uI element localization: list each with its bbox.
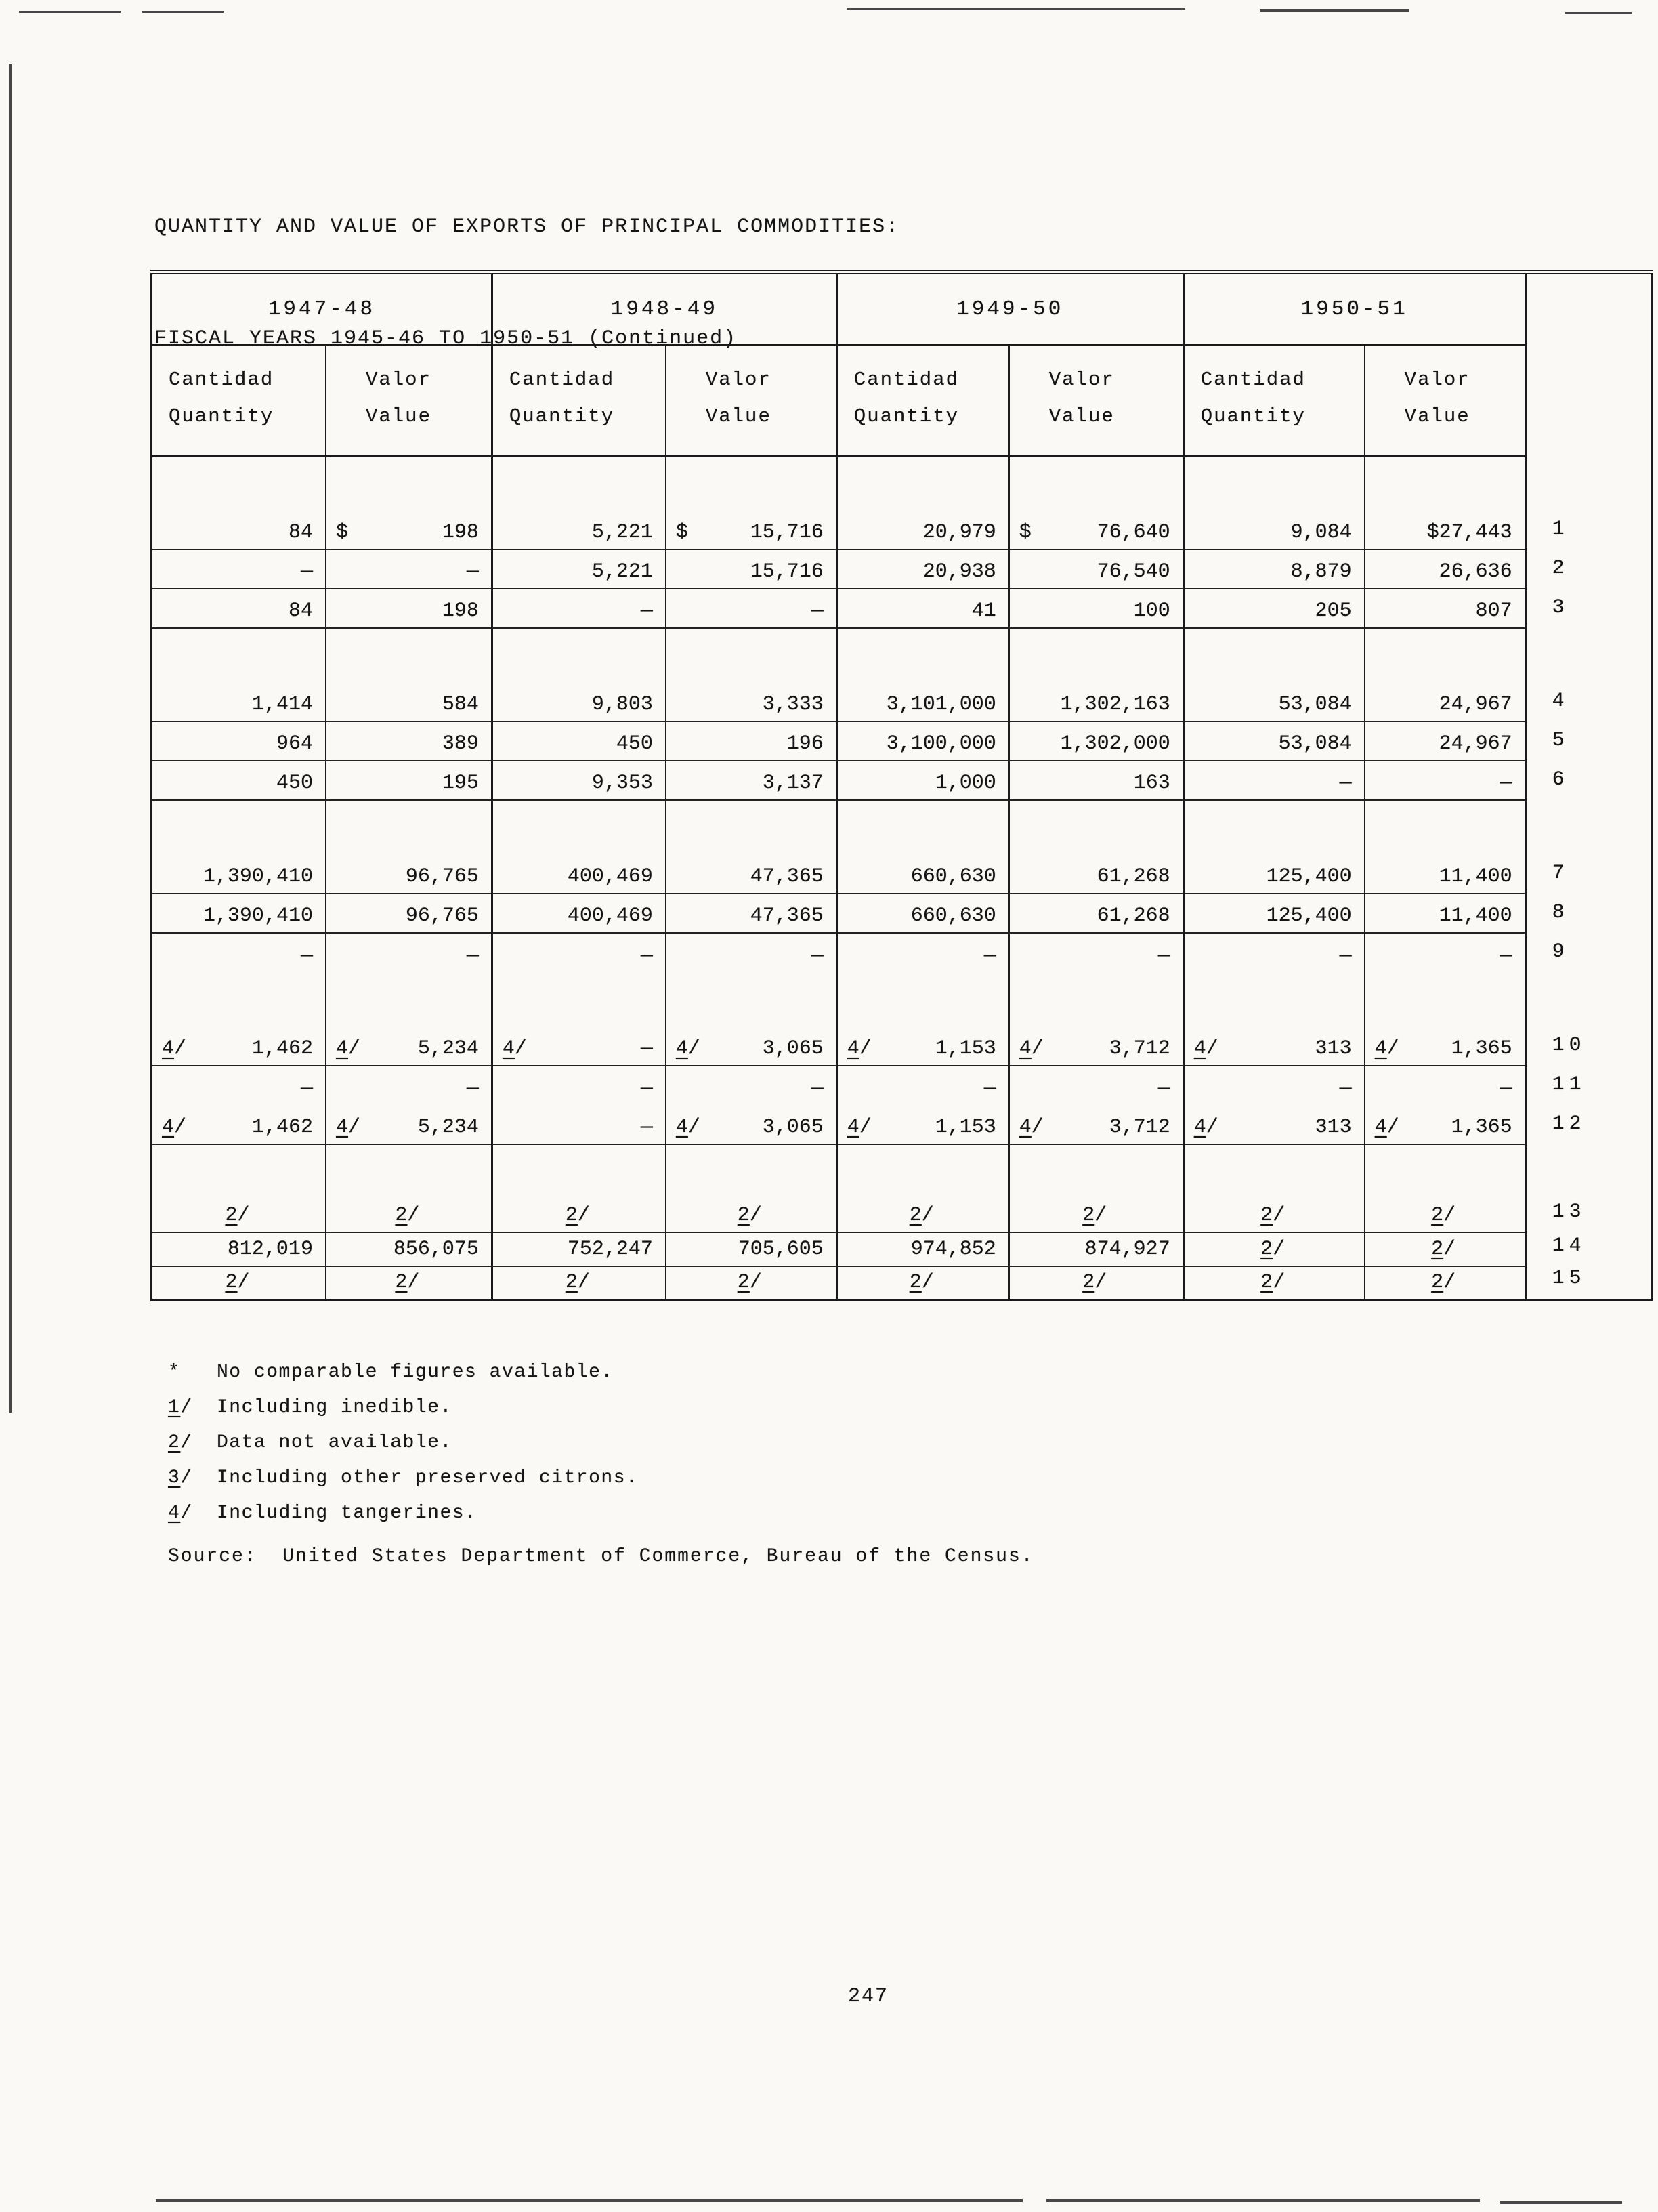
- table-cell: 856,075: [326, 1232, 492, 1266]
- table-cell: 4/ 3,712: [1009, 1105, 1183, 1144]
- table-cell: 9,803: [492, 682, 665, 722]
- table-cell: 4/ 1,462: [152, 1105, 326, 1144]
- table-cell: —: [300, 944, 313, 967]
- table-cell: 2/: [152, 1198, 326, 1232]
- table-row: [152, 854, 1652, 894]
- table-cell: —: [836, 1066, 1008, 1105]
- table-row: [152, 682, 1652, 722]
- table-cell: 4/ 5,234: [326, 1026, 492, 1066]
- footnotes: [168, 1355, 638, 1531]
- table-cell: 705,605: [666, 1232, 836, 1266]
- year-group-1949-50: 1949-50: [836, 274, 1183, 345]
- scan-artifact: [1260, 9, 1409, 12]
- table-cell: 400,469: [492, 854, 665, 894]
- table-cell: 47,365: [666, 894, 836, 933]
- table-cell: 1,390,410: [152, 854, 326, 894]
- table-cell: 53,084: [1183, 722, 1364, 761]
- table-cell: 100: [1009, 589, 1183, 628]
- year-group-1948-49: 1948-49: [492, 274, 836, 345]
- table-row: [152, 549, 1652, 589]
- table-cell: —: [492, 933, 665, 972]
- table-cell: —: [666, 1066, 836, 1105]
- scan-artifact: [142, 11, 224, 13]
- table-cell: —: [152, 549, 326, 589]
- row-number: 1: [1525, 510, 1651, 549]
- table-cell: 2/: [1183, 1266, 1364, 1300]
- scan-artifact: [1565, 12, 1632, 14]
- row-number: 8: [1525, 894, 1651, 933]
- table-cell: —: [492, 1066, 665, 1105]
- row-number: 6: [1525, 761, 1651, 800]
- table-cell: 125,400: [1183, 854, 1364, 894]
- footnote: * No comparable figures available.: [168, 1362, 614, 1383]
- row-number: 3: [1525, 589, 1651, 628]
- table-cell: 2/: [666, 1198, 836, 1232]
- col-header-quantity-4: Cantidad Quantity: [1183, 345, 1364, 456]
- row-number: 15: [1525, 1266, 1651, 1300]
- scan-artifact: [847, 8, 1185, 10]
- table-cell: 2/: [836, 1198, 1008, 1232]
- subheader-row: [152, 345, 1652, 456]
- table-cell: 4/ 1,365: [1365, 1026, 1525, 1066]
- table-cell: 584: [326, 682, 492, 722]
- scan-artifact: [156, 2199, 1023, 2202]
- table-cell: —: [666, 933, 836, 972]
- table-cell: 8,879: [1183, 549, 1364, 589]
- table-cell: —: [326, 933, 492, 972]
- table-cell: —: [492, 589, 665, 628]
- table-cell: 4/ 1,153: [836, 1105, 1008, 1144]
- table-cell: 61,268: [1009, 894, 1183, 933]
- table-cell: 11,400: [1365, 894, 1525, 933]
- table-spacer-row: [152, 800, 1652, 854]
- table-cell: 84: [152, 589, 326, 628]
- year-group-1947-48: 1947-48: [152, 274, 492, 345]
- table-cell: 1,302,163: [1009, 682, 1183, 722]
- table-cell: 1,000: [836, 761, 1008, 800]
- table-cell: 4/ 1,153: [836, 1026, 1008, 1066]
- table-row: [152, 510, 1652, 549]
- table-cell: 450: [152, 761, 326, 800]
- table-cell: —: [1183, 761, 1364, 800]
- table-cell: 20,979: [836, 510, 1008, 549]
- table-cell: 400,469: [492, 894, 665, 933]
- row-number: 5: [1525, 722, 1651, 761]
- table-cell: 874,927: [1009, 1232, 1183, 1266]
- scan-artifact: [1046, 2199, 1480, 2202]
- table-row: [152, 722, 1652, 761]
- table-cell: 2/: [1009, 1198, 1183, 1232]
- table-cell: 2/: [1365, 1198, 1525, 1232]
- col-header-quantity-2: Cantidad Quantity: [492, 345, 665, 456]
- table-cell: 1,414: [152, 682, 326, 722]
- scan-artifact: [1500, 2201, 1622, 2204]
- table-cell: 2/: [326, 1266, 492, 1300]
- page-number: 247: [848, 1985, 889, 2008]
- exports-table: [150, 270, 1653, 1301]
- table-cell: 450: [492, 722, 665, 761]
- table-cell: 96,765: [326, 894, 492, 933]
- table-cell: $27,443: [1365, 510, 1525, 549]
- row-number-column-header: [1525, 274, 1651, 456]
- table-cell: 9,084: [1183, 510, 1364, 549]
- table-spacer-row: [152, 628, 1652, 682]
- table-cell: 2/: [1009, 1266, 1183, 1300]
- table-cell: 195: [326, 761, 492, 800]
- table-cell: 163: [1009, 761, 1183, 800]
- scan-artifact: [9, 64, 12, 1413]
- table-cell: 125,400: [1183, 894, 1364, 933]
- table-cell: 15,716: [666, 549, 836, 589]
- table-row: [152, 761, 1652, 800]
- table-spacer-row: [152, 972, 1652, 1026]
- table-cell: 3,100,000: [836, 722, 1008, 761]
- table-cell: —: [1365, 1066, 1525, 1105]
- table-cell: 660,630: [836, 894, 1008, 933]
- footnote: 3/ Including other preserved citrons.: [168, 1467, 639, 1488]
- table-cell: 61,268: [1009, 854, 1183, 894]
- row-number: 4: [1525, 682, 1651, 722]
- table-cell: 96,765: [326, 854, 492, 894]
- table-cell: —: [1365, 933, 1525, 972]
- table-cell: $ 76,640: [1009, 510, 1183, 549]
- year-header-row: [152, 274, 1652, 345]
- table-cell: —: [1183, 933, 1364, 972]
- table-row: [152, 1232, 1652, 1266]
- table-cell: 11,400: [1365, 854, 1525, 894]
- row-number: 11: [1525, 1066, 1651, 1105]
- table-row: [152, 1198, 1652, 1232]
- table-cell: 4/ —: [492, 1026, 665, 1066]
- row-number: 12: [1525, 1105, 1651, 1144]
- table-row: [152, 1066, 1652, 1105]
- table-row: [152, 933, 1652, 972]
- table-cell: 4/ 1,462: [152, 1026, 326, 1066]
- table-cell: 20,938: [836, 549, 1008, 589]
- table-cell: 4/ 313: [1183, 1026, 1364, 1066]
- table-cell: 5,221: [492, 549, 665, 589]
- row-number: 2: [1525, 549, 1651, 589]
- table-cell: 807: [1365, 589, 1525, 628]
- row-number: 10: [1525, 1026, 1651, 1066]
- col-header-quantity-1: Cantidad Quantity: [152, 345, 326, 456]
- table-cell: 2/: [1183, 1198, 1364, 1232]
- table-cell: 2/: [492, 1198, 665, 1232]
- table-cell: 4/ 3,712: [1009, 1026, 1183, 1066]
- row-number: 9: [1525, 933, 1651, 972]
- year-group-1950-51: 1950-51: [1183, 274, 1525, 345]
- table-cell: —: [1009, 933, 1183, 972]
- col-header-value-4: Valor Value: [1365, 345, 1525, 456]
- table-cell: 812,019: [152, 1232, 326, 1266]
- table-cell: 1,302,000: [1009, 722, 1183, 761]
- table-row: [152, 894, 1652, 933]
- table-cell: —: [1183, 1066, 1364, 1105]
- table-cell: —: [326, 549, 492, 589]
- table-row: [152, 1266, 1652, 1300]
- source-line: Source: United States Department of Commerce, Bureau of the Census.: [168, 1546, 1034, 1567]
- col-header-value-2: Valor Value: [666, 345, 836, 456]
- table-cell: —: [326, 1066, 492, 1105]
- table-cell: 2/: [152, 1266, 326, 1300]
- table-cell: 974,852: [836, 1232, 1008, 1266]
- row-number: 7: [1525, 854, 1651, 894]
- table-cell: 964: [152, 722, 326, 761]
- scan-artifact: [19, 11, 121, 13]
- table-cell: 2/: [492, 1266, 665, 1300]
- table-cell: 26,636: [1365, 549, 1525, 589]
- table-cell: 53,084: [1183, 682, 1364, 722]
- table-cell: 24,967: [1365, 722, 1525, 761]
- col-header-value-3: Valor Value: [1009, 345, 1183, 456]
- table-cell: 4/ 5,234: [326, 1105, 492, 1144]
- table-cell: 2/: [1183, 1232, 1364, 1266]
- table-cell: 2/: [326, 1198, 492, 1232]
- table-cell: 2/: [1365, 1232, 1525, 1266]
- table-cell: 3,101,000: [836, 682, 1008, 722]
- table-spacer-row: [152, 456, 1652, 510]
- table-cell: 2/: [1365, 1266, 1525, 1300]
- table-cell: 3,137: [666, 761, 836, 800]
- table-cell: 9,353: [492, 761, 665, 800]
- table-cell: —: [300, 1077, 313, 1100]
- col-header-value-1: Valor Value: [326, 345, 492, 456]
- col-header-quantity-3: Cantidad Quantity: [836, 345, 1008, 456]
- table-cell: 3,333: [666, 682, 836, 722]
- table-cell: 76,540: [1009, 549, 1183, 589]
- title-line-1: QUANTITY AND VALUE OF EXPORTS OF PRINCIPAL COMMODITIES:: [154, 215, 900, 238]
- table-cell: —: [1365, 761, 1525, 800]
- table-row: [152, 1026, 1652, 1066]
- table-row: [152, 589, 1652, 628]
- table-cell: 205: [1183, 589, 1364, 628]
- table-cell: 2/: [836, 1266, 1008, 1300]
- row-number: 13: [1525, 1198, 1651, 1232]
- table-cell: —: [492, 1105, 665, 1144]
- table-cell: 84: [152, 510, 326, 549]
- table-cell: 4/ 1,365: [1365, 1105, 1525, 1144]
- table-cell: 4/ 313: [1183, 1105, 1364, 1144]
- row-number: 14: [1525, 1232, 1651, 1266]
- title-line-2: FISCAL YEARS 1945-46 TO 1950-51 (Continued): [154, 327, 738, 350]
- table-cell: 47,365: [666, 854, 836, 894]
- table-cell: 752,247: [492, 1232, 665, 1266]
- table-cell: 4/ 3,065: [666, 1105, 836, 1144]
- table-cell: $ 198: [326, 510, 492, 549]
- table-cell: 1,390,410: [152, 894, 326, 933]
- exports-table-grid: [150, 274, 1653, 1301]
- footnote: 2/ Data not available.: [168, 1432, 452, 1453]
- table-cell: 24,967: [1365, 682, 1525, 722]
- footnote: 1/ Including inedible.: [168, 1397, 452, 1418]
- table-cell: —: [666, 589, 836, 628]
- table-cell: 198: [326, 589, 492, 628]
- table-cell: 4/ 3,065: [666, 1026, 836, 1066]
- table-cell: 196: [666, 722, 836, 761]
- footnote: 4/ Including tangerines.: [168, 1503, 477, 1524]
- table-spacer-row: [152, 1144, 1652, 1198]
- table-cell: 41: [836, 589, 1008, 628]
- table-cell: $ 15,716: [666, 510, 836, 549]
- table-cell: —: [836, 933, 1008, 972]
- table-cell: —: [1009, 1066, 1183, 1105]
- table-cell: 660,630: [836, 854, 1008, 894]
- table-cell: 389: [326, 722, 492, 761]
- table-cell: 5,221: [492, 510, 665, 549]
- table-row: [152, 1105, 1652, 1144]
- table-cell: 2/: [666, 1266, 836, 1300]
